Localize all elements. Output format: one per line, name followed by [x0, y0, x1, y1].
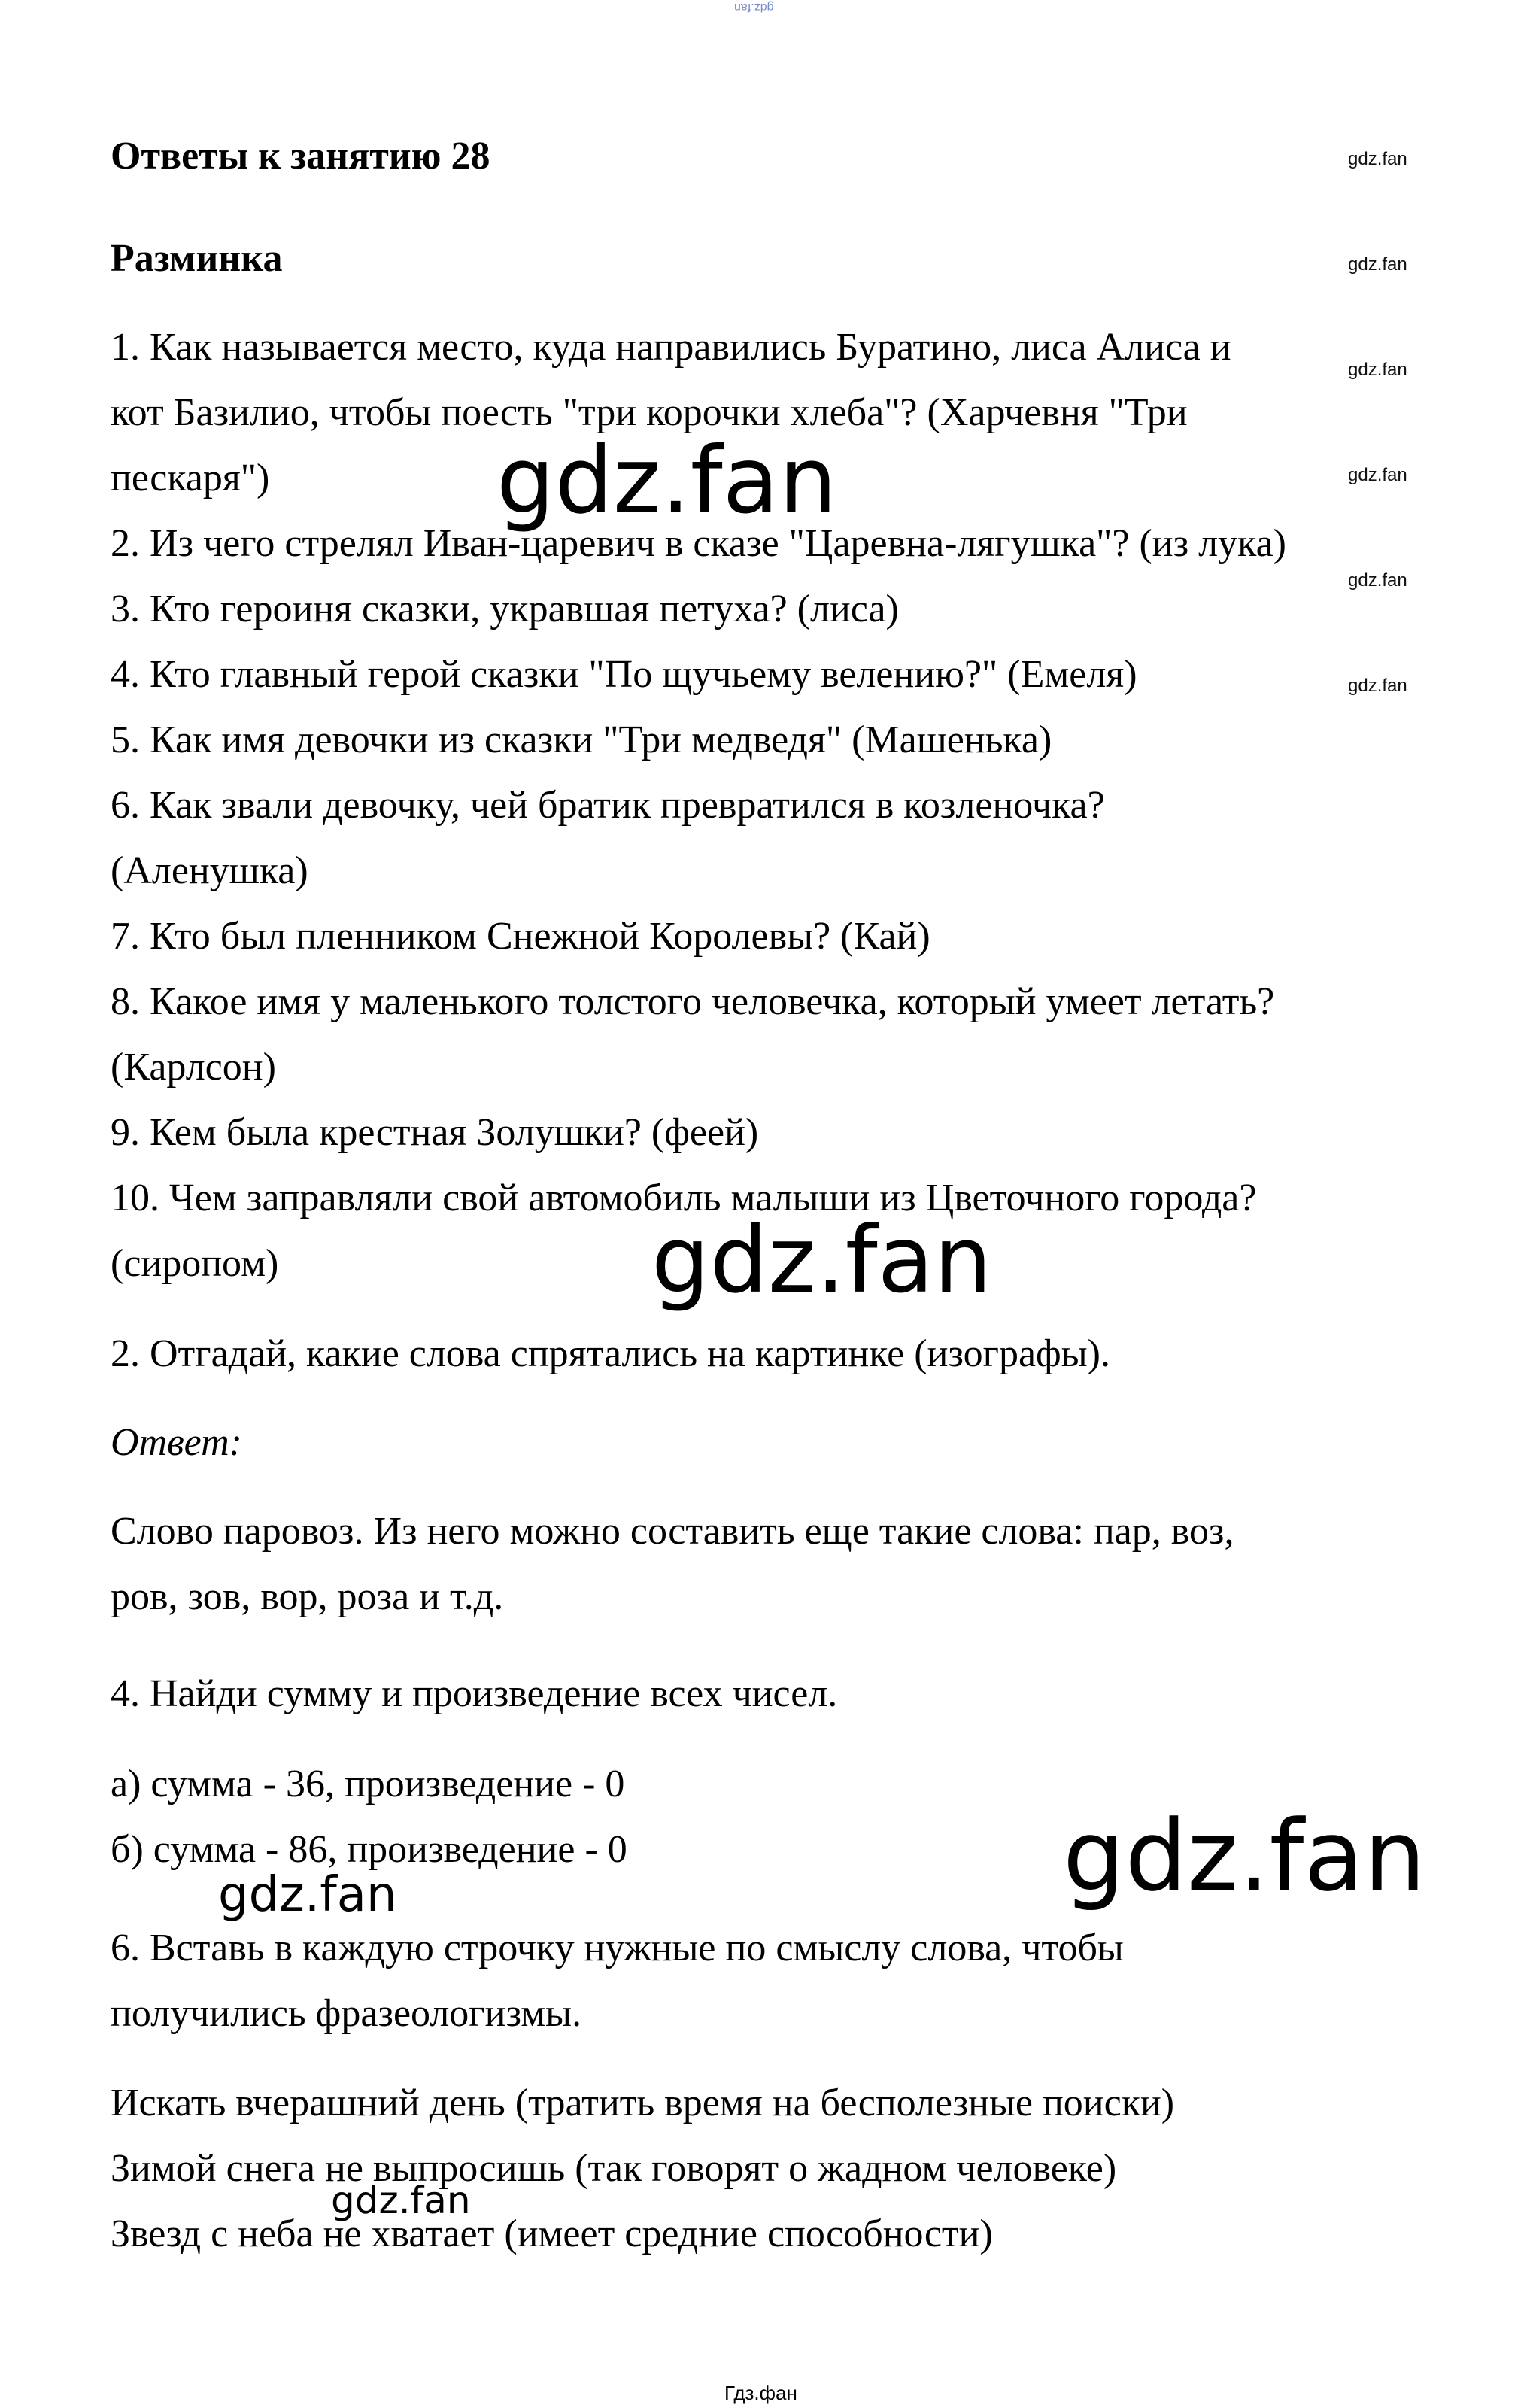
warmup-line: 2. Из чего стрелял Иван-царевич в сказе "Царевна-лягушка"? (из лука) [111, 522, 1286, 565]
watermark-large: gdz.fan [1063, 1799, 1426, 1913]
watermark-small: gdz.fan [1348, 149, 1407, 169]
task4-answer: б) сумма - 86, произведение - 0 [111, 1828, 627, 1871]
task6-question-line: 6. Вставь в каждую строчку нужные по смыслу слова, чтобы [111, 1927, 1124, 1969]
task6-answer: Зимой снега не выпросишь (так говорят о жадном человеке) [111, 2147, 1117, 2190]
warmup-line: (Карлсон) [111, 1046, 276, 1089]
warmup-line: 8. Какое имя у маленького толстого человечка, который умеет летать? [111, 980, 1275, 1023]
watermark-small: gdz.fan [1348, 360, 1407, 380]
warmup-line: 4. Кто главный герой сказки "По щучьему велению?" (Емеля) [111, 653, 1137, 696]
watermark-small: gdz.fan [1348, 254, 1407, 275]
task2-answer-line: ров, зов, вор, роза и т.д. [111, 1575, 504, 1618]
answer-label: Ответ: [111, 1421, 242, 1464]
task6-question-line: получились фразеологизмы. [111, 1992, 582, 2035]
warmup-line: 5. Как имя девочки из сказки "Три медведя" (Машенька) [111, 718, 1052, 761]
warmup-line: 7. Кто был пленником Снежной Королевы? (Кай) [111, 915, 930, 958]
task2-answer-line: Слово паровоз. Из него можно составить еще такие слова: пар, воз, [111, 1510, 1234, 1553]
task2-question: 2. Отгадай, какие слова спрятались на картинке (изографы). [111, 1332, 1110, 1375]
warmup-line: 3. Кто героиня сказки, укравшая петуха? (лиса) [111, 588, 899, 630]
task4-answer: а) сумма - 36, произведение - 0 [111, 1763, 625, 1805]
task6-answer: Звезд с неба не хватает (имеет средние способности) [111, 2212, 993, 2255]
warmup-line: 10. Чем заправляли свой автомобиль малыши из Цветочного города? [111, 1177, 1257, 1219]
warmup-line: 6. Как звали девочку, чей братик превратился в козленочка? [111, 784, 1105, 827]
footer-watermark: Гдз.фан [724, 2382, 797, 2404]
watermark-medium: gdz.fan [331, 2179, 471, 2222]
watermark-small: gdz.fan [1348, 465, 1407, 485]
page-title: Ответы к занятию 28 [111, 135, 490, 178]
watermark-small: gdz.fan [1348, 570, 1407, 591]
task4-question: 4. Найди сумму и произведение всех чисел. [111, 1672, 838, 1715]
watermark-medium: gdz.fan [218, 1867, 397, 1923]
watermark-large: gdz.fan [496, 427, 837, 534]
warmup-line: 9. Кем была крестная Золушки? (феей) [111, 1111, 759, 1154]
section-heading-warmup: Разминка [111, 237, 283, 280]
warmup-line: 1. Как называется место, куда направились Буратино, лиса Алиса и [111, 326, 1231, 369]
task6-answer: Искать вчерашний день (тратить время на бесполезные поиски) [111, 2082, 1175, 2124]
watermark-large: gdz.fan [651, 1207, 992, 1313]
warmup-line: кот Базилио, чтобы поесть "три корочки хлеба"? (Харчевня "Три [111, 391, 1188, 434]
top-watermark: gdz.fan [734, 1, 774, 14]
warmup-line: (Аленушка) [111, 849, 308, 892]
warmup-line: (сиропом) [111, 1242, 279, 1285]
watermark-small: gdz.fan [1348, 676, 1407, 696]
warmup-line: пескаря") [111, 457, 270, 500]
